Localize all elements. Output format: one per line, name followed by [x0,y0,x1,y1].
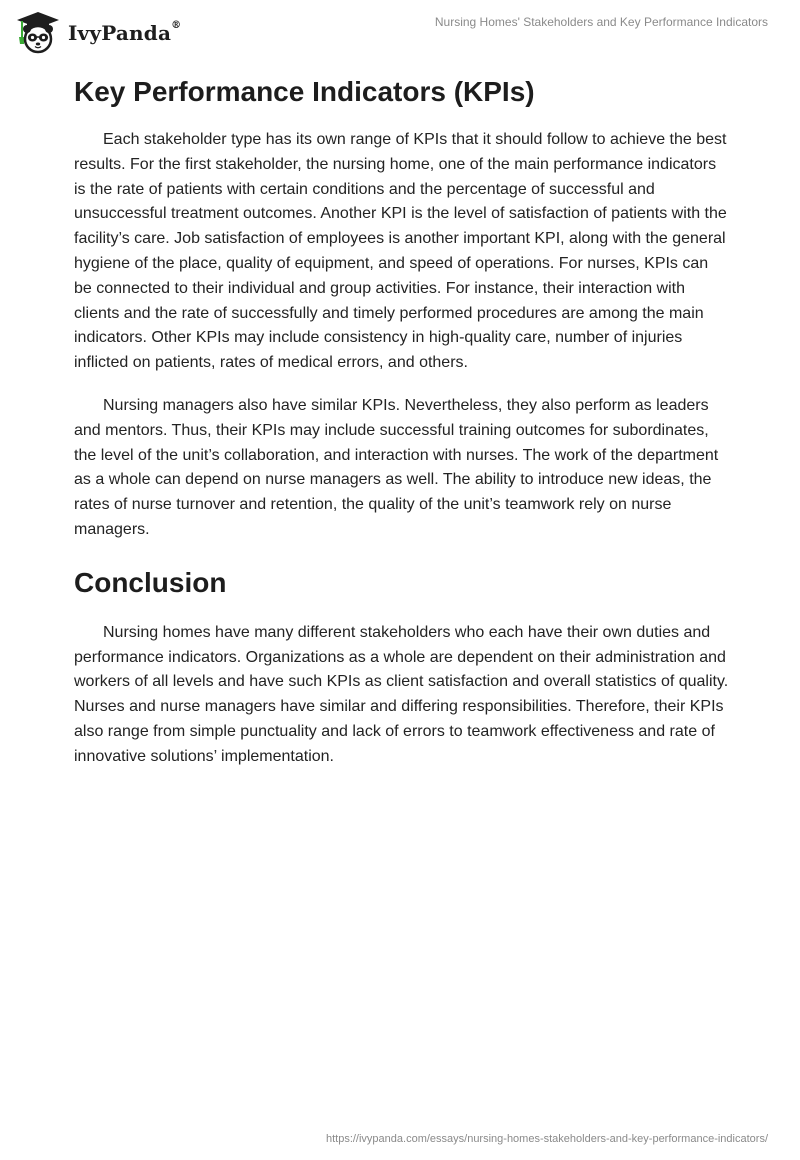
paragraph: Nursing homes have many different stakeholders who each have their own duties and performance indicators. Organizations as a whole are dependent on their administration and workers of all levels and have such KPIs as client satisfaction and overall statistics of quality. Nurses and nurse managers have similar and differing responsibilities. Therefore, their KPIs also range from simple punctuality and lack of errors to teamwork effectiveness and rate of innovative solutions’ implementation. [74,623,729,765]
source-url-link[interactable]: https://ivypanda.com/essays/nursing-homes-stakeholders-and-key-performance-indicators/ [325,1133,768,1145]
paragraph: Each stakeholder type has its own range of KPIs that it should follow to achieve the best results. For the first stakeholder, the nursing home, one of the main performance indicators is the rate of patients with certain conditions and the percentage of successful and unsuccessful treatment outcomes. Another KPI is the level of satisfaction of patients with the facility’s care. Job satisfaction of employees is another important KPI, along with the general hygiene of the place, quality of equipment, and speed of operations. For nurses, KPIs can be connected to their individual and group activities. For instance, their interaction with clients and the rate of successfully and timely performed procedures are among the main indicators. Other KPIs may include consistency in high-quality care, number of injuries inflicted on patients, rates of medical errors, and others. [74,131,727,372]
section-kpis [74,70,730,543]
section-conclusion [74,561,730,770]
paragraph: Nursing managers also have similar KPIs. Nevertheless, they also perform as leaders and mentors. Thus, their KPIs may include successful training outcomes for subordinates, the level of the unit’s collaboration, and interaction with nurses. The work of the department as a whole can depend on nurse managers as well. The ability to introduce new ideas, the rates of nurse turnover and retention, the quality of the unit’s teamwork rely on nurse managers. [74,396,719,538]
essay-content [74,70,730,788]
section-heading: Key Performance Indicators (KPIs) [74,76,535,107]
brand-name: IvyPanda® [68,20,182,45]
brand-logo[interactable] [14,8,181,56]
document-title: Nursing Homes' Stakeholders and Key Performance Indicators [434,15,768,29]
section-heading: Conclusion [74,566,227,598]
page-header [0,0,800,64]
panda-graduate-logo-icon [14,9,62,55]
